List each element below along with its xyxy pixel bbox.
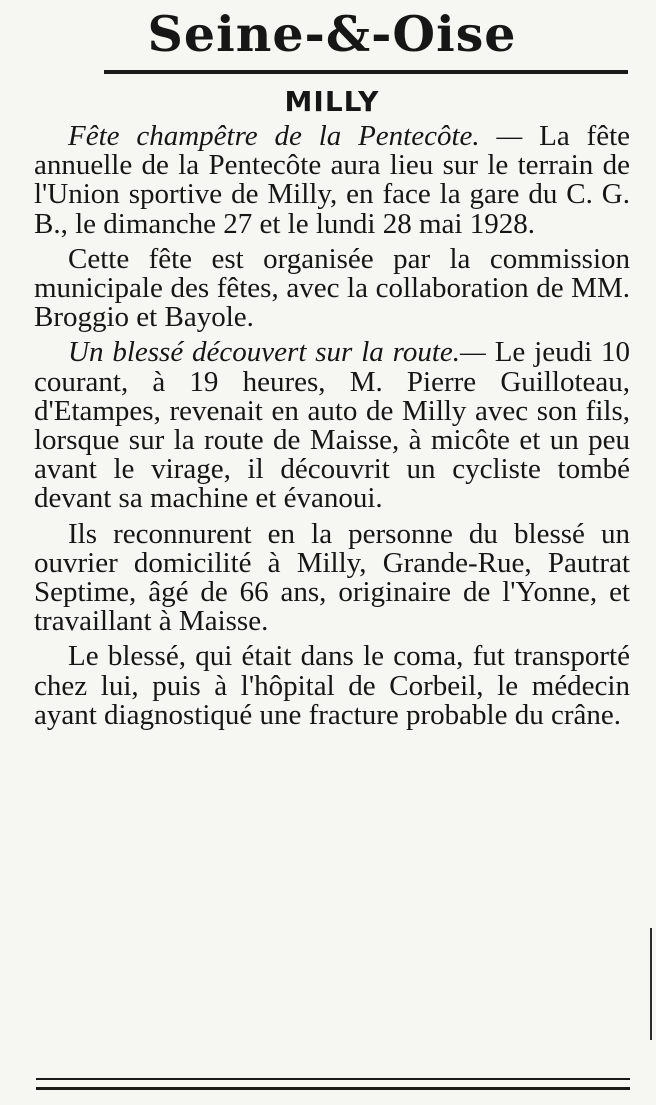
article-text: Le jeudi 10 courant, à 19 heures, M. Pierre Guilloteau, d'Etampes, revenait en auto de Milly avec son fils, lorsque sur la route de Maisse, à micôte et un peu avant le virage, il découvrit un cycliste tombé devant sa machine et évanoui. [34, 336, 631, 515]
article-paragraph: Ils reconnurent en la personne du blessé un ouvrier domicilité à Milly, Grande-Rue, Pautrat Septime, âgé de 66 ans, originaire de l'Yonne, et travaillant à Maisse. [34, 517, 630, 638]
masthead-rule [104, 70, 628, 74]
article-paragraph [34, 338, 630, 513]
masthead-title: Seine-&-Oise [147, 5, 517, 63]
column-edge-line [650, 928, 652, 1040]
section-title: MILLY [284, 85, 380, 118]
article-fete [34, 122, 630, 332]
article-paragraph [34, 122, 630, 239]
article-heading: Un blessé découvert sur la route.— [68, 336, 486, 369]
article-text: La fête annuelle de la Pentecôte aura lieu sur le terrain de l'Union sportive de Milly, en face la gare du C. G. B., le dimanche 27 et le lundi 28 mai 1928. [34, 120, 631, 240]
article-blesse [34, 338, 630, 730]
article-heading: Fête champêtre de la Pentecôte. — [68, 120, 523, 152]
column-end-rule [36, 1078, 630, 1090]
article-paragraph: Le blessé, qui était dans le coma, fut transporté chez lui, puis à l'hôpital de Corbeil, le médecin ayant diagnostiqué une fracture probable du crâne. [34, 640, 630, 731]
article-paragraph: Cette fête est organisée par la commission municipale des fêtes, avec la collaboration de MM. Broggio et Bayole. [34, 242, 630, 334]
